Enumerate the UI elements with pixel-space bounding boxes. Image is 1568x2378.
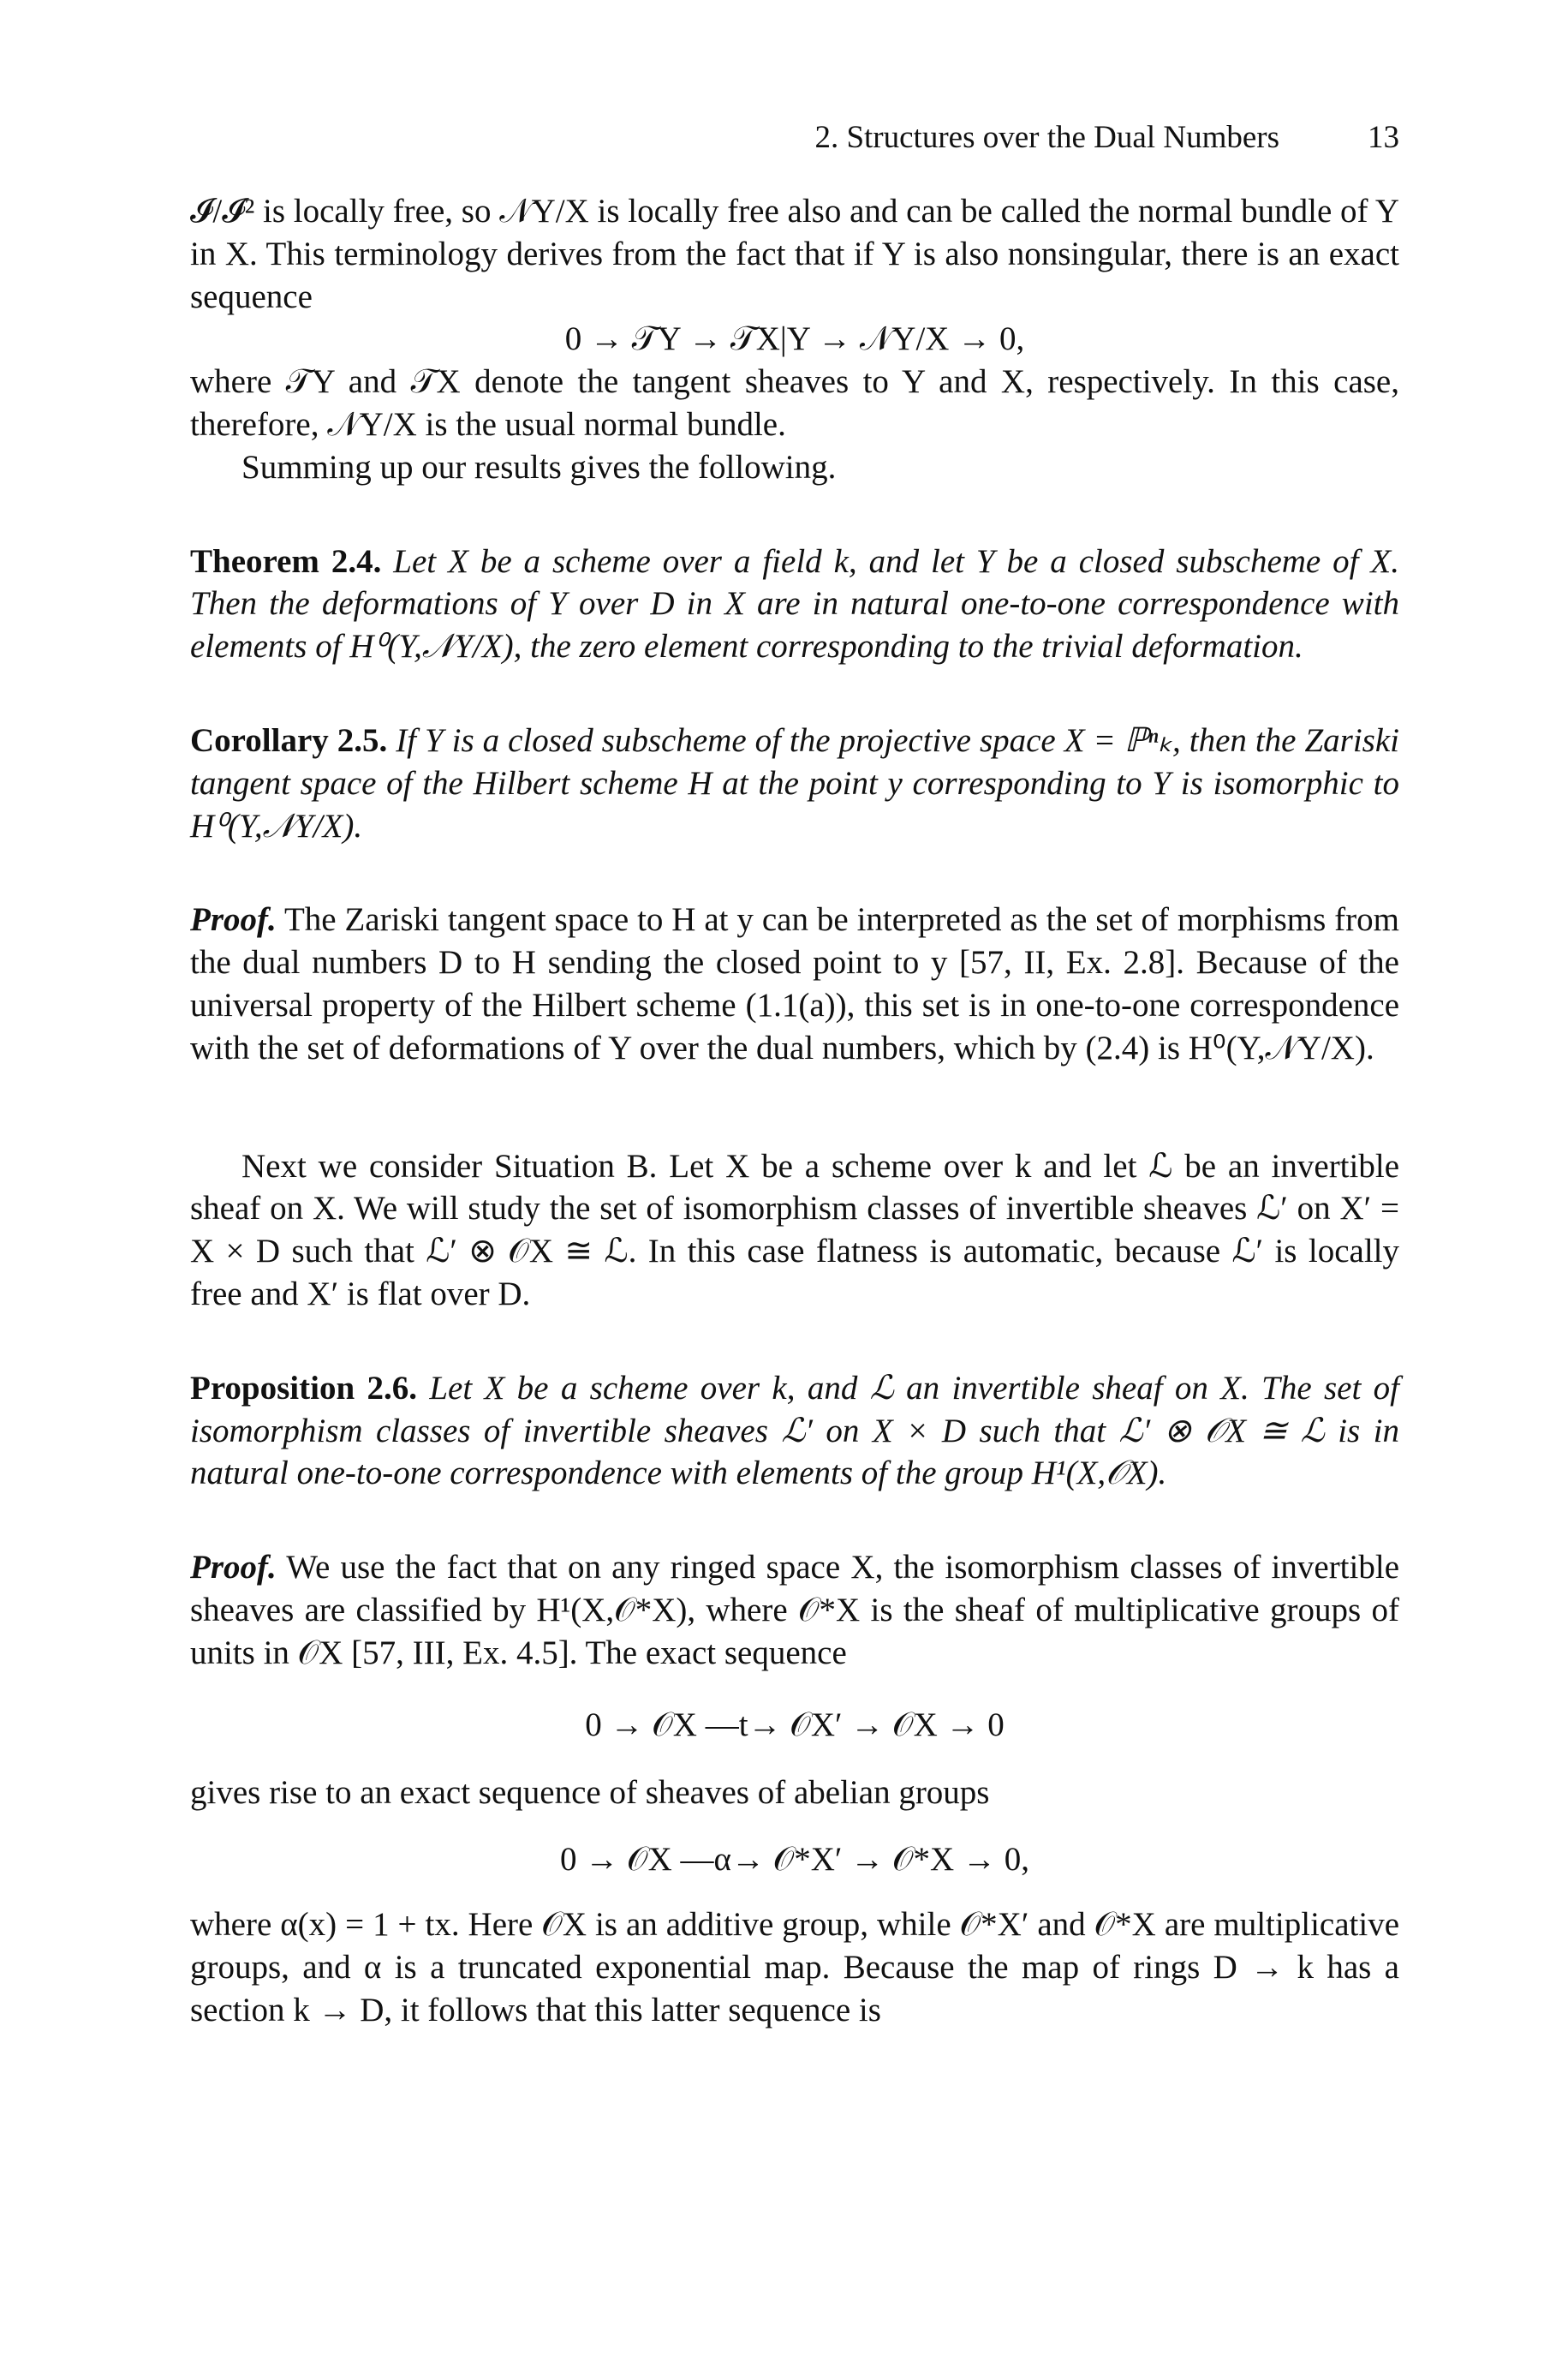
- theorem-text: Let X be a scheme over a field k, and let Y be a closed subscheme of X. Then the deformations of Y over D in X are in natural one-to-one correspondence with elements of H⁰(Y,𝒩Y/X), the zero element corresponding to the trivial deformation.: [190, 542, 1400, 666]
- proof-label: Proof.: [190, 901, 277, 939]
- paragraph-summing-up: Summing up our results gives the following.: [241, 448, 837, 486]
- proposition-2-6: [190, 1367, 1399, 1495]
- proposition-text: Let X be a scheme over k, and ℒ an invertible sheaf on X. The set of isomorphism classes of invertible sheaves ℒ′ on X × D such that ℒ′ ⊗ 𝒪X ≅ ℒ is in natural one-to-one correspondence with elements of the group H¹(X,𝒪X).: [190, 1369, 1399, 1492]
- corollary-label: Corollary 2.5.: [190, 721, 388, 759]
- theorem-label: Theorem 2.4.: [190, 542, 382, 580]
- paragraph-normal-bundle: 𝓘/𝓘² is locally free, so 𝒩Y/X is locally free also and can be called the normal bundle of Y in X. This terminology derives from the fact that if Y is also nonsingular, there is an exact sequence: [190, 193, 1399, 315]
- corollary-text: If Y is a closed subscheme of the projective space X = ℙⁿₖ, then the Zariski tangent space of the Hilbert scheme H at the point y corresponding to Y is isomorphic to H⁰(Y,𝒩Y/X).: [190, 721, 1399, 845]
- paragraph-tangent-sheaves: where 𝒯Y and 𝒯X denote the tangent sheaves to Y and X, respectively. In this case, therefore, 𝒩Y/X is the usual normal bundle.: [190, 363, 1399, 443]
- running-header: [190, 117, 1399, 159]
- running-title: 2. Structures over the Dual Numbers: [814, 120, 1279, 155]
- equation-units-sequence: 0 → 𝒪X —α→ 𝒪*X′ → 𝒪*X → 0,: [560, 1841, 1029, 1879]
- theorem-2-4: [190, 541, 1399, 668]
- corollary-2-5: [190, 720, 1399, 847]
- equation-tangent-sequence: 0 → 𝒯Y → 𝒯X|Y → 𝒩Y/X → 0,: [564, 320, 1025, 358]
- paragraph-gives-rise: gives rise to an exact sequence of sheaves of abelian groups: [190, 1774, 990, 1812]
- page-body: [190, 190, 1399, 2031]
- proposition-label: Proposition 2.6.: [190, 1369, 417, 1407]
- paragraph-truncated-exponential: where α(x) = 1 + tx. Here 𝒪X is an additive group, while 𝒪*X′ and 𝒪*X are multiplicative groups, and α is a truncated exponential map. Because the map of rings D → k has a section k → D, it follows that this latter sequence is: [190, 1905, 1399, 2028]
- proof-label: Proof.: [190, 1549, 277, 1586]
- equation-structure-sheaf-sequence: 0 → 𝒪X —t→ 𝒪X′ → 𝒪X → 0: [585, 1706, 1005, 1743]
- page-number: 13: [1368, 120, 1399, 155]
- paragraph-situation-b: Next we consider Situation B. Let X be a scheme over k and let ℒ be an invertible sheaf on X. We will study the set of isomorphism classes of invertible sheaves ℒ′ on X′ = X × D such that ℒ′ ⊗ 𝒪X ≅ ℒ. In this case flatness is automatic, because ℒ′ is locally free and X′ is flat over D.: [190, 1147, 1399, 1312]
- proof-text: We use the fact that on any ringed space X, the isomorphism classes of invertible sheaves are classified by H¹(X,𝒪*X), where 𝒪*X is the sheaf of multiplicative groups of units in 𝒪X [57, III, Ex. 4.5]. The exact sequence: [190, 1549, 1399, 1671]
- proof-proposition: [190, 1546, 1399, 1674]
- proof-text: The Zariski tangent space to H at y can be interpreted as the set of morphisms from the dual numbers D to H sending the closed point to y [57, II, Ex. 2.8]. Because of the universal property of the Hilbert scheme (1.1(a)), this set is in one-to-one correspondence with the set of deformations of Y over the dual numbers, which by (2.4) is H⁰(Y,𝒩Y/X).: [190, 901, 1399, 1067]
- proof-corollary: [190, 899, 1399, 1069]
